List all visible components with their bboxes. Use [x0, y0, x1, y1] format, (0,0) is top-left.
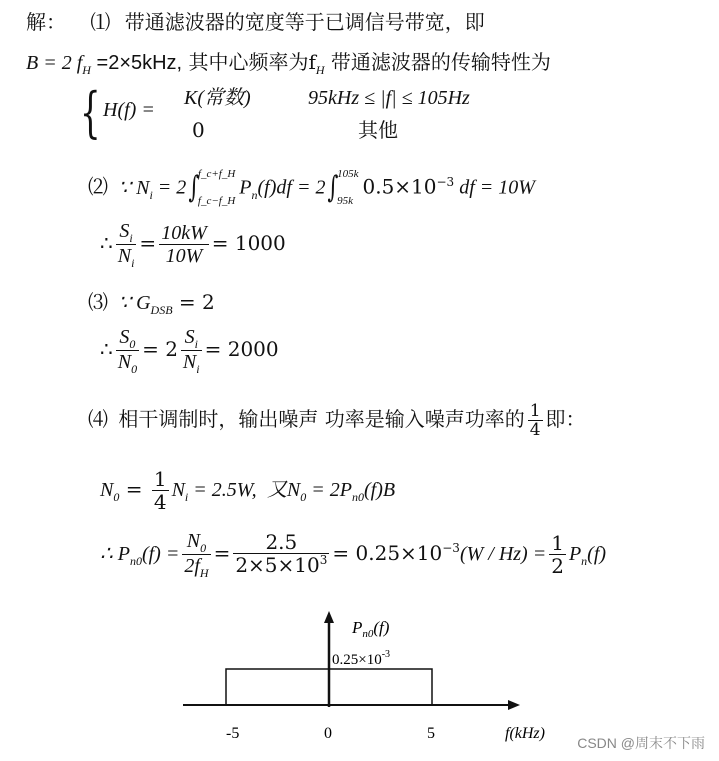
pn-arg: (f): [587, 543, 607, 565]
n0-eq: =: [119, 477, 149, 501]
x-axis-arrow: [508, 700, 520, 710]
pn0-frac1-num-sub: 0: [200, 541, 207, 555]
pn0-value: = 0.25×10: [332, 541, 443, 565]
pn-symbol-sub: n: [581, 554, 588, 568]
center-freq-sub: H: [315, 63, 325, 77]
snr-out-num: S: [119, 326, 130, 348]
pn0-frac1-den-sub: H: [199, 566, 209, 580]
snr-out-mid: = 2: [142, 337, 178, 361]
filter-text: 带通滤波器的传输特性为: [324, 50, 551, 74]
snr-out-fraction: [116, 326, 139, 375]
snr-out-num-sub: 0: [129, 337, 136, 351]
gain-line: [88, 290, 215, 317]
integral-limits-1: [198, 168, 235, 208]
noise-ni-sub: i: [149, 187, 153, 202]
coherent-line: [88, 402, 586, 439]
y-axis-label-arg: (f): [373, 618, 390, 637]
tick-label-5: 5: [427, 725, 435, 742]
n0-frac-num: 1: [153, 467, 167, 491]
value-label: [332, 649, 390, 668]
therefore-symbol-1: ∴: [100, 231, 113, 255]
y-axis-arrow: [324, 611, 334, 623]
item-number-1: ⑴: [90, 10, 111, 34]
pn0-line: [100, 530, 606, 579]
piecewise-brace: {: [80, 81, 101, 144]
x-axis-label: f(kHz): [505, 725, 545, 742]
pn0-frac2-den-sup: 3: [319, 552, 328, 567]
snr-input-line: [100, 220, 286, 269]
center-freq-text: 其中心频率为f: [188, 50, 316, 74]
noise-result: df = 10W: [454, 176, 535, 199]
bandwidth-eq: B = 2 f: [26, 52, 83, 74]
snr-output-line: [100, 326, 279, 375]
pn0-frac1-den: 2f: [184, 555, 200, 577]
pn0-frac3-num: 1: [551, 531, 564, 555]
gain-g: ∵ G: [118, 292, 151, 314]
n0-symbol-sub: 0: [113, 490, 120, 504]
pn0-frac1-num: N: [186, 530, 201, 552]
integral-sign-1: ∫: [188, 170, 200, 205]
snr-out-frac2-den-sub: i: [196, 362, 200, 376]
snr-in-value-den: 10W: [159, 244, 209, 267]
item-number-4: ⑷: [88, 407, 108, 431]
snr-in-den-sub: i: [131, 256, 135, 270]
integral-upper-2: 105k: [337, 168, 359, 180]
n0-relation-sub: 0: [300, 490, 307, 504]
snr-in-num: S: [119, 220, 130, 242]
pn0-eq1: =: [213, 541, 231, 565]
pn0-frac2-num: 2.5: [265, 529, 298, 554]
n0-symbol: N: [100, 479, 114, 501]
n0-relation: 又N: [266, 479, 301, 501]
bandwidth-eq-sub: H: [82, 63, 91, 77]
coherent-end: 即：: [545, 407, 586, 431]
therefore-symbol-2: ∴: [100, 337, 113, 361]
tick-label-neg5: -5: [226, 725, 240, 742]
n0-frac-den: 4: [153, 490, 167, 514]
line1-text: 带通滤波器的宽度等于已调信号带宽，即: [124, 10, 485, 34]
psd-p-sub: n: [251, 187, 258, 202]
gain-g-sub: DSB: [150, 303, 173, 317]
coherent-text: 相干调制时，输出噪声 功率是输入噪声功率的: [118, 407, 525, 431]
snr-out-frac2-num: S: [184, 326, 195, 348]
item-number-3: ⑶: [88, 290, 108, 314]
pn0-frac1: [182, 530, 210, 579]
integral-limits-2: [337, 168, 358, 208]
value-label-sup: -3: [381, 649, 391, 660]
psd-p: P: [239, 176, 252, 199]
noise-ni: ∵ N: [118, 176, 150, 199]
snr-out-frac2: [181, 326, 202, 375]
pn0-eq: (f) =: [141, 543, 180, 565]
noise-eq-2: = 2: [152, 176, 187, 199]
y-axis-label-sub: n0: [362, 628, 374, 640]
item-number-2: ⑵: [88, 174, 108, 199]
snr-out-frac2-num-sub: i: [194, 337, 198, 351]
n0-relation-rhs: = 2P: [306, 479, 352, 501]
pn0-frac3: [549, 532, 566, 577]
snr-in-value-fraction: [159, 222, 209, 267]
bandwidth-line: [26, 50, 551, 77]
integral-upper-1: f_c+f_H: [197, 168, 236, 180]
filter-case1-condition: 95kHz ≤ |f| ≤ 105Hz: [308, 87, 470, 109]
filter-lhs: H(f) =: [103, 99, 155, 121]
snr-in-value-num: 10kW: [161, 222, 207, 244]
pn0-frac2-den: 2×5×10: [235, 552, 320, 577]
snr-in-result: = 1000: [211, 231, 286, 255]
psd-value-exp: −3: [436, 174, 455, 189]
y-axis-label-p: P: [352, 618, 363, 637]
snr-out-frac2-den: N: [182, 351, 197, 373]
n0-fraction: [152, 468, 169, 513]
coherent-frac-den: 4: [529, 420, 541, 440]
solution-label: 解：: [26, 10, 66, 34]
pn0-frac2: [233, 531, 329, 579]
pn0-value-exp: −3: [442, 541, 460, 555]
pn0-frac3-den: 2: [551, 554, 564, 578]
ni-symbol-sub: i: [184, 490, 189, 504]
filter-case1-value: K(常数): [184, 87, 251, 109]
n0-relation-rhs-sub: n0: [352, 490, 364, 504]
integral-lower-1: f_c−f_H: [197, 195, 236, 207]
noise-power-line: [88, 168, 535, 208]
tick-label-0: 0: [324, 725, 332, 742]
pn0-symbol-sub: n0: [129, 554, 142, 568]
pn0-unit: (W / Hz) =: [459, 543, 547, 565]
psd-df: (f)df = 2: [257, 176, 326, 199]
snr-out-den-sub: 0: [131, 362, 138, 376]
ni-symbol: N: [171, 479, 185, 501]
watermark: CSDN @周末不下雨: [577, 735, 705, 751]
snr-in-fraction: [116, 220, 137, 269]
n0-line: [100, 468, 395, 513]
pn0-symbol: ∴ P: [100, 543, 130, 565]
n0-relation-end: (f)B: [364, 479, 396, 501]
snr-in-den: N: [117, 245, 132, 267]
bandwidth-value: =2×5kHz,: [90, 52, 183, 74]
n0-value: = 2.5W,: [188, 479, 257, 501]
solution-line-1: [26, 10, 485, 34]
psd-value: 0.5×10: [362, 174, 437, 199]
coherent-frac-num: 1: [529, 401, 541, 421]
value-label-main: 0.25×10: [332, 652, 382, 668]
pn-symbol: P: [568, 543, 582, 565]
gain-value: = 2: [172, 290, 215, 314]
snr-in-num-sub: i: [129, 231, 133, 245]
snr-out-den: N: [117, 351, 132, 373]
integral-lower-2: 95k: [337, 195, 353, 207]
snr-out-result: = 2000: [204, 337, 279, 361]
integral-sign-2: ∫: [327, 170, 339, 205]
coherent-fraction: [528, 402, 543, 439]
filter-case2-condition: 其他: [358, 118, 398, 142]
filter-case2-value: 0: [192, 118, 205, 142]
y-axis-label: [351, 618, 390, 640]
snr-in-eq: =: [139, 231, 157, 255]
